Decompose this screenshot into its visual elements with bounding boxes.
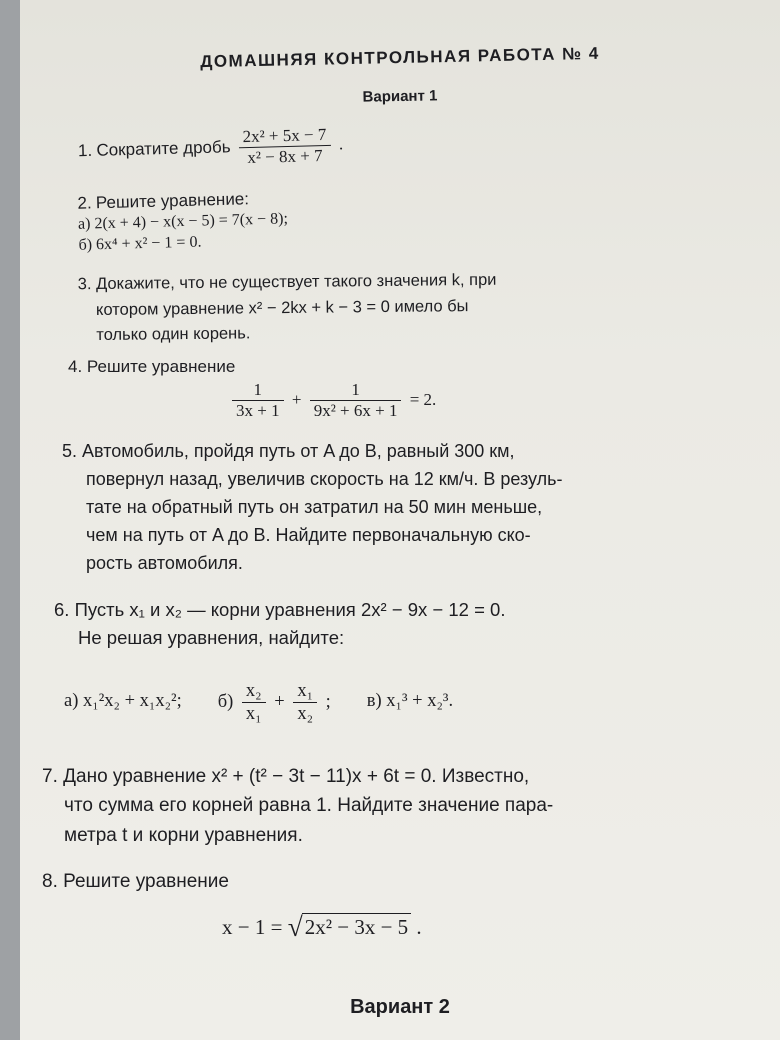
task-line: Автомобиль, пройдя путь от A до B, равный 300 км,: [82, 441, 515, 461]
fraction-numerator: 1: [310, 380, 402, 401]
fraction: [242, 680, 266, 725]
task-line: тате на обратный путь он затратил на 50 мин меньше,: [86, 496, 543, 517]
equation-lhs: x − 1 =: [222, 914, 283, 939]
task-number: 6.: [54, 599, 70, 620]
fraction-denominator: x₂: [297, 703, 314, 724]
task-line: только один корень.: [96, 324, 251, 345]
task-3: [78, 268, 498, 349]
part-label: б): [217, 691, 234, 712]
fraction: [310, 380, 402, 422]
plus-sign: +: [291, 389, 302, 409]
radicand: 2x² − 3x − 5: [302, 913, 411, 941]
task-line: рость автомобиля.: [86, 552, 243, 573]
task-text: Решите уравнение:: [95, 189, 250, 213]
fraction-denominator: x₁: [245, 703, 262, 724]
task-1: [77, 125, 343, 174]
task-5: [62, 438, 563, 577]
task-number: 5.: [62, 441, 78, 461]
fraction-numerator: 1: [232, 380, 284, 401]
task-number: 1.: [77, 140, 93, 161]
task-text: Решите уравнение: [86, 357, 236, 376]
part-end: ;: [325, 691, 331, 712]
fraction-numerator: x₂: [242, 680, 266, 703]
variant-1-title: Вариант 1: [362, 87, 438, 106]
page-heading: ДОМАШНЯЯ КОНТРОЛЬНАЯ РАБОТА № 4: [200, 43, 600, 72]
fraction-numerator: x₁: [293, 680, 317, 703]
fraction-denominator: x² − 8x + 7: [247, 146, 323, 168]
task-end: .: [416, 914, 422, 939]
task-line: Дано уравнение x² + (t² − 3t − 11)x + 6t = 0. Известно,: [63, 766, 530, 787]
textbook-page: [20, 0, 780, 1040]
task-6-part-b: [218, 680, 331, 725]
fraction-denominator: 3x + 1: [236, 401, 280, 421]
task-number: 2.: [77, 193, 92, 213]
task-line: метра t и корни уравнения.: [64, 824, 303, 846]
task-number: 4.: [68, 357, 83, 376]
square-root: [288, 913, 411, 941]
variant-2-title: Вариант 2: [350, 996, 450, 1018]
task-6-part-c: в) x₁³ + x₂³.: [366, 691, 454, 712]
task-8: [42, 870, 422, 941]
task-2-part-b: б) 6x⁴ + x² − 1 = 0.: [78, 233, 202, 254]
task-7: [42, 762, 553, 850]
fraction-denominator: 9x² + 6x + 1: [313, 401, 398, 421]
task-text: Сократите дробь: [96, 137, 231, 160]
task-line: повернул назад, увеличив скорость на 12 км/ч. В резуль-: [86, 468, 563, 489]
task-4: [68, 356, 436, 422]
fraction: [238, 125, 331, 169]
task-number: 8.: [42, 871, 58, 892]
task-6-part-a: а) x₁²x₂ + x₁x₂²;: [64, 691, 182, 712]
task-line: Докажите, что не существует такого значения k, при: [95, 270, 497, 294]
task-line: Не решая уравнения, найдите:: [78, 626, 345, 648]
task-text: Решите уравнение: [63, 871, 229, 892]
task-line: что сумма его корней равна 1. Найдите значение пара-: [64, 795, 554, 817]
task-end: = 2.: [409, 389, 437, 409]
radical-sign-icon: √: [287, 911, 303, 942]
task-6: [54, 596, 505, 725]
fraction: [293, 680, 317, 725]
fraction: [232, 380, 284, 422]
task-end: .: [338, 134, 344, 154]
task-line: котором уравнение x² − 2kx + k − 3 = 0 имело бы: [95, 296, 469, 319]
task-2: [77, 187, 289, 256]
plus-sign: +: [274, 691, 285, 712]
task-line: Пусть x₁ и x₂ — корни уравнения 2x² − 9x − 12 = 0.: [74, 599, 506, 620]
fraction-numerator: 2x² + 5x − 7: [238, 125, 330, 149]
task-number: 7.: [42, 766, 58, 787]
task-line: чем на путь от A до B. Найдите первоначальную ско-: [86, 524, 531, 545]
task-number: 3.: [77, 275, 92, 294]
task-2-part-a: а) 2(x + 4) − x(x − 5) = 7(x − 8);: [77, 210, 289, 233]
